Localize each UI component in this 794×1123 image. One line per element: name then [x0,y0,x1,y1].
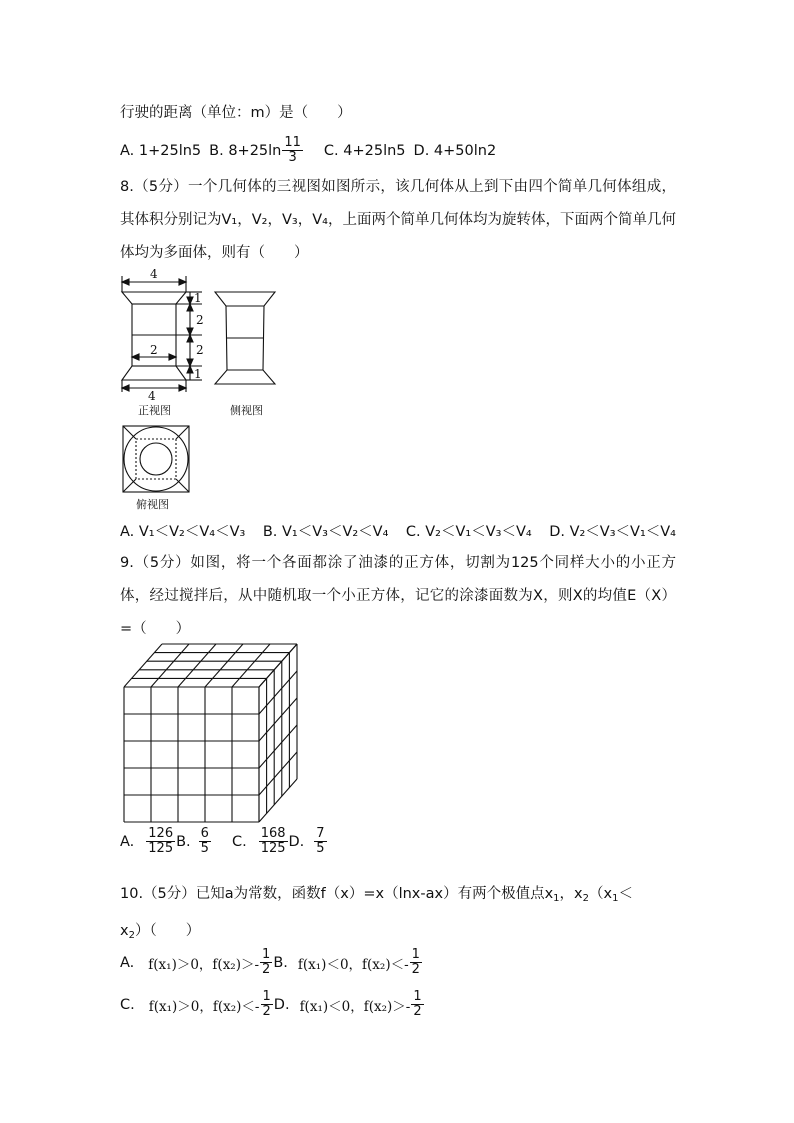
q10-option-c-label: C. [120,996,135,1013]
q10-option-b-label: B. [273,954,288,971]
q9-option-a-fraction: $\frac{126}{125}$ [148,826,174,856]
q10-option-d-expr: f(x₁)＜0，f(x₂)＞- [299,998,411,1015]
q7-options [120,136,496,165]
front-dim-right-4: 1 [194,367,202,381]
q8-option-d: D. V₂＜V₃＜V₁＜V₄ [549,524,676,540]
q10-option-a-expr: f(x₁)＞0，f(x₂)＞- [148,956,260,973]
q8-option-a: A. V₁＜V₂＜V₄＜V₃ [120,524,246,540]
q9-cube-figure [120,640,305,825]
q9-option-c-label: C. [231,833,247,850]
q9-option-d-fraction: $\frac{7}{5}$ [316,826,325,856]
q9-option-d-label: D. [288,833,305,850]
q10-option-d-label: D. [273,996,290,1013]
front-dim-bottom: 4 [148,389,156,403]
q8-side-view [210,290,280,385]
q7-stem-tail: 行驶的距离（单位：m）是（ ） [120,105,352,121]
front-dim-right-3: 2 [196,343,204,357]
q8-options [120,520,676,541]
q7-option-b: B. 8+25ln [209,142,282,159]
q8-stem: 8.（5分）一个几何体的三视图如图所示，该几何体从上到下由四个简单几何体组成，其体积分别记为V₁，V₂，V₃，V₄，上面两个简单几何体均为旋转体，下面两个简单几何体均为多面体，则有（ ） [120,179,676,261]
q10-stem: 10.（5分）已知a为常数，函数f（x）=x（lnx-ax）有两个极值点$x_1$，$x_2(x_1<$ $x_2$）（ ） [120,886,633,941]
front-dim-right-2: 2 [196,313,204,327]
q8-front-view [110,262,220,402]
q10-option-b-expr: f(x₁)＜0，f(x₂)＜- [297,956,409,973]
q9-option-b-fraction: $\frac{6}{5}$ [200,826,209,856]
q10-option-b-half: $\frac{1}{2}$ [411,947,420,977]
front-view-label: 正视图 [138,404,171,417]
q9-options [120,827,328,856]
q7-option-b-fraction: $\frac{11}{3}$ [284,135,301,165]
q9-option-c-fraction: $\frac{168}{125}$ [260,826,286,856]
q8-top-view [122,425,190,493]
q10-option-c-expr: f(x₁)＞0，f(x₂)＜- [148,998,260,1015]
front-dim-right-1: 1 [194,291,202,305]
top-view-label: 俯视图 [136,498,169,511]
q10-option-d-half: $\frac{1}{2}$ [413,989,422,1019]
q10-option-c-half: $\frac{1}{2}$ [262,989,271,1019]
front-dim-top: 4 [150,267,158,281]
q7-option-a: A. 1+25ln5 [120,142,202,159]
q7-option-c: C. 4+25ln5 [323,142,406,159]
q10-option-a-half: $\frac{1}{2}$ [262,947,271,977]
q9-stem: 9.（5分）如图，将一个各面都涂了油漆的正方体，切割为125个同样大小的小正方体，经过搅拌后，从中随机取一个小正方体，记它的涂漆面数为X，则X的均值E（X）=（ ） [120,555,676,637]
front-dim-inner: 2 [150,343,158,357]
q8-option-b: B. V₁＜V₃＜V₂＜V₄ [262,524,389,540]
q10-options-row-2 [120,990,425,1019]
side-view-label: 侧视图 [230,404,263,417]
q10-options-row-1 [120,948,423,977]
q8-option-c: C. V₂＜V₁＜V₃＜V₄ [405,524,532,540]
q9-option-a-label: A. [120,833,135,850]
q10-option-a-label: A. [120,954,135,971]
q7-option-d: D. 4+50ln2 [413,142,497,159]
q9-option-b-label: B. [176,833,191,850]
